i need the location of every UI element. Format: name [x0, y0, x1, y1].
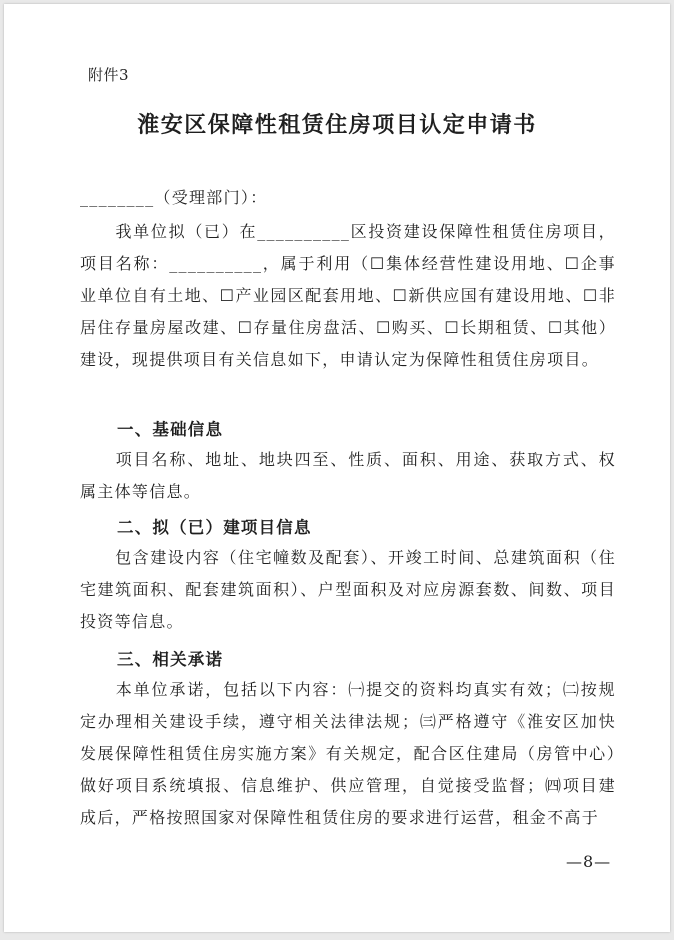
section-heading-commitments: 三、相关承诺: [117, 650, 224, 669]
document-title: 淮安区保障性租赁住房项目认定申请书: [137, 112, 537, 138]
document-page: [4, 4, 670, 932]
section-heading-project-info: 二、拟（已）建项目信息: [117, 518, 312, 537]
section-body-project-info: 包含建设内容（住宅幢数及配套）、开竣工时间、总建筑面积（住宅建筑面积、配套建筑面积）、户型面积及对应房源套数、间数、项目投资等信息。: [80, 548, 616, 631]
intro-paragraph: 我单位拟（已）在__________区投资建设保障性租赁住房项目，项目名称：__________，属于利用（☐集体经营性建设用地、☐企事业单位自有土地、☐产业园区配套用地、☐新供应国有建设用地、☐非居住存量房屋改建、☐存量住房盘活、☐购买、☐长期租赁、☐其他）建设，现提供项目有关信息如下，申请认定为保障性租赁住房项目。: [80, 222, 616, 369]
section-heading-basic-info: 一、基础信息: [117, 420, 224, 439]
page-number: —8—: [566, 852, 612, 871]
attachment-label: 附件3: [88, 66, 130, 84]
section-body-commitments: 本单位承诺，包括以下内容：㈠提交的资料均真实有效；㈡按规定办理相关建设手续，遵守相关法律法规；㈢严格遵守《淮安区加快发展保障性租赁住房实施方案》有关规定，配合区住建局（房管中心）做好项目系统填报、信息维护、供应管理，自觉接受监督；㈣项目建成后，严格按照国家对保障性租赁住房的要求进行运营，租金不高于: [80, 680, 616, 827]
section-body-basic-info: 项目名称、地址、地块四至、性质、面积、用途、获取方式、权属主体等信息。: [80, 450, 616, 501]
addressee-line: ________（受理部门）：: [80, 188, 268, 207]
